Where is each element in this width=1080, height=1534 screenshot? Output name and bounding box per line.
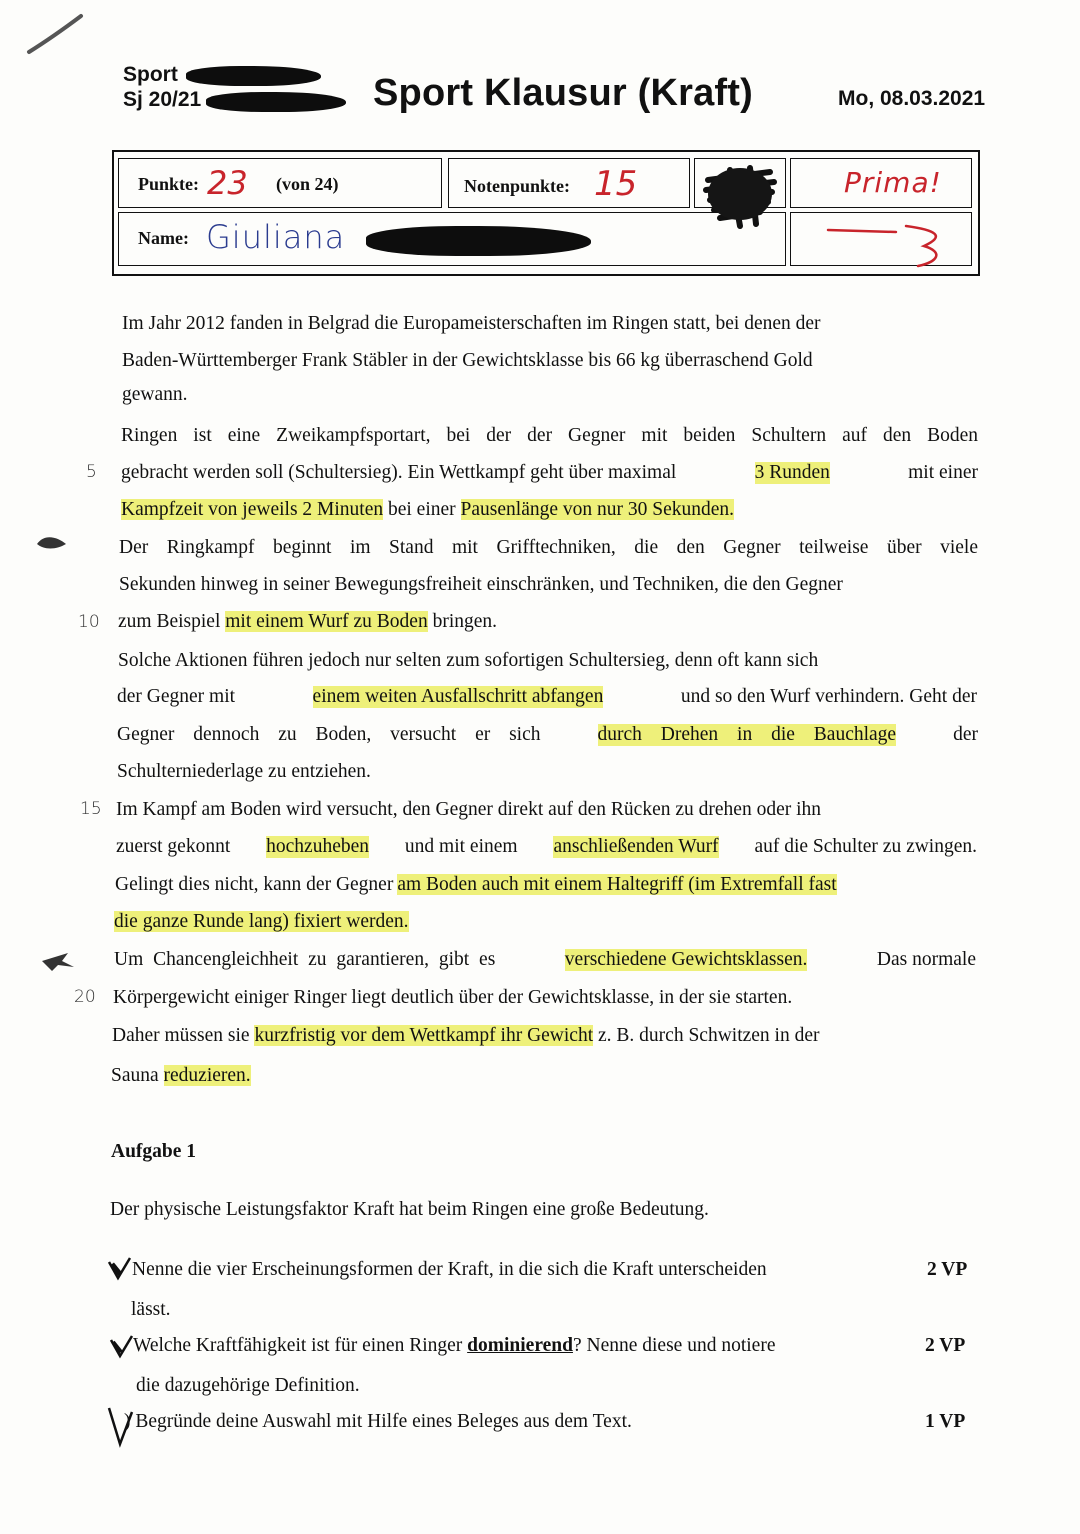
highlight-reduce: reduzieren. — [163, 1065, 251, 1086]
passage-line-18 — [114, 949, 976, 971]
passage-line-5 — [121, 462, 978, 484]
grade-label: Notenpunkte: — [464, 176, 571, 196]
teacher-signature — [826, 220, 966, 270]
passage-line-19: Körpergewicht einiger Ringer liegt deutlich über der Gewichtsklasse, in der sie starten. — [113, 987, 793, 1008]
passage-line-6 — [121, 499, 734, 521]
passage-line-21 — [111, 1065, 251, 1087]
page-title: Sport Klausur (Kraft) — [373, 72, 753, 114]
passage-text: mit einer — [908, 462, 978, 483]
passage-text: gebracht werden soll (Schultersieg). Ein Wettkampf geht über maximal — [121, 462, 677, 483]
highlight-break-length: Pausenlänge von nur 30 Sekunden. — [460, 499, 735, 520]
passage-text: Sauna — [111, 1065, 159, 1086]
passage-text: und so den Wurf verhindern. Geht der — [680, 686, 977, 707]
passage-text: bringen. — [432, 611, 498, 632]
passage-line-16 — [115, 874, 837, 896]
highlight-fight-time: Kampfzeit von jeweils 2 Minuten — [121, 499, 384, 520]
passage-text: auf die Schulter zu zwingen. — [754, 836, 977, 857]
passage-line-10: Solche Aktionen führen jedoch nur selten zum sofortigen Schultersieg, denn oft kann sich — [118, 650, 819, 671]
passage-line-13: Schulterniederlage zu entziehen. — [117, 761, 371, 782]
passage-text: Gegner dennoch zu Boden, versucht er sich — [117, 724, 541, 745]
name-value: Giuliana — [206, 218, 346, 256]
task-intro: Der physische Leistungsfaktor Kraft hat beim Ringen eine große Bedeutung. — [110, 1199, 709, 1220]
passage-line-8: Sekunden hinweg in seiner Bewegungsfreiheit einschränken, und Techniken, die den Gegner — [119, 574, 843, 595]
task-heading: Aufgabe 1 — [111, 1141, 197, 1162]
task-b-text: ? Nenne diese und notiere — [572, 1335, 776, 1356]
passage-line-1: Im Jahr 2012 fanden in Belgrad die Europameisterschaften im Ringen statt, bei denen der — [122, 313, 821, 334]
passage-line-12 — [117, 724, 978, 746]
highlight-lift: hochzuheben — [266, 836, 370, 857]
passage-text: der — [953, 724, 978, 745]
task-b-points: 2 VP — [925, 1335, 966, 1356]
highlight-whole-round: die ganze Runde lang) fixiert werden. — [114, 911, 409, 932]
points-max: (von 24) — [276, 174, 339, 194]
check-mark-b — [108, 1334, 134, 1360]
passage-text: Daher müssen sie — [112, 1025, 250, 1046]
passage-line-7: Der Ringkampf beginnt im Stand mit Grifftechniken, die den Gegner teilweise über viele — [119, 537, 978, 558]
highlight-short-term: kurzfristig vor dem Wettkampf ihr Gewicht — [254, 1025, 594, 1046]
passage-line-20 — [112, 1025, 820, 1047]
remark-text: Prima! — [844, 166, 942, 199]
task-c-points: 1 VP — [925, 1411, 966, 1432]
passage-text: Gelingt dies nicht, kann der Gegner — [115, 874, 394, 895]
task-c-line-1: ) Begründe deine Auswahl mit Hilfe eines Beleges aus dem Text. — [124, 1411, 632, 1432]
line-number-20: 20 — [74, 987, 96, 1007]
task-a-line-1: Nenne die vier Erscheinungsformen der Kraft, in die sich die Kraft unterscheiden — [132, 1259, 767, 1280]
highlight-weight-classes: verschiedene Gewichtsklassen. — [564, 949, 808, 970]
redacted-course-detail-1 — [186, 66, 321, 86]
margin-ink-mark-1 — [34, 532, 70, 554]
line-number-5: 5 — [86, 462, 97, 482]
task-b-line-1 — [133, 1335, 775, 1357]
passage-text: Um Chancengleichheit zu garantieren, gibt es — [114, 949, 496, 970]
pen-stroke-mark — [25, 12, 85, 57]
points-label: Punkte: — [138, 174, 200, 194]
check-mark-a — [106, 1256, 132, 1282]
stamp-scribble — [700, 160, 780, 230]
name-label: Name: — [138, 228, 189, 248]
highlight-throw: mit einem Wurf zu Boden — [225, 611, 428, 632]
passage-text: Das normale — [876, 949, 976, 970]
course-line-2: Sj 20/21 — [123, 88, 202, 111]
task-b-text: Welche Kraftfähigkeit ist für einen Ringer — [133, 1335, 463, 1356]
course-info — [123, 62, 201, 112]
passage-text: z. B. durch Schwitzen in der — [598, 1025, 820, 1046]
redacted-surname — [366, 226, 591, 256]
grade-value: 15 — [594, 164, 638, 204]
passage-line-3: gewann. — [122, 384, 188, 405]
task-a-line-2: lässt. — [131, 1299, 171, 1320]
highlight-lunge: einem weiten Ausfallschritt abfangen — [312, 686, 604, 707]
redacted-course-detail-2 — [206, 92, 346, 112]
margin-ink-mark-2 — [38, 947, 78, 973]
task-b-line-2: die dazugehörige Definition. — [136, 1375, 360, 1396]
highlight-rolling: durch Drehen in die Bauchlage — [597, 724, 897, 745]
task-a-points: 2 VP — [927, 1259, 968, 1280]
passage-line-15 — [116, 836, 977, 858]
passage-line-4: Ringen ist eine Zweikampfsportart, bei der der Gegner mit beiden Schultern auf den Boden — [121, 425, 978, 446]
points-value: 23 — [207, 164, 248, 202]
passage-text: zum Beispiel — [118, 611, 221, 632]
passage-text: zuerst gekonnt — [116, 836, 231, 857]
line-number-10: 10 — [78, 612, 100, 632]
passage-line-2: Baden-Württemberger Frank Stäbler in der Gewichtsklasse bis 66 kg überraschend Gold — [122, 350, 813, 371]
task-b-emphasis: dominierend — [467, 1335, 573, 1356]
exam-date: Mo, 08.03.2021 — [838, 87, 986, 110]
highlight-hold: am Boden auch mit einem Haltegriff (im Extremfall fast — [397, 874, 837, 895]
passage-text: bei einer — [387, 499, 456, 520]
course-line-1: Sport — [123, 63, 178, 86]
line-number-15: 15 — [80, 799, 102, 819]
passage-text: der Gegner mit — [117, 686, 236, 707]
passage-line-14: Im Kampf am Boden wird versucht, den Gegner direkt auf den Rücken zu drehen oder ihn — [116, 799, 822, 820]
passage-line-17 — [114, 911, 409, 933]
passage-text: und mit einem — [404, 836, 518, 857]
highlight-rounds: 3 Runden — [754, 462, 830, 483]
highlight-subsequent-throw: anschließenden Wurf — [553, 836, 719, 857]
passage-line-9 — [118, 611, 497, 633]
passage-line-11 — [117, 686, 977, 708]
